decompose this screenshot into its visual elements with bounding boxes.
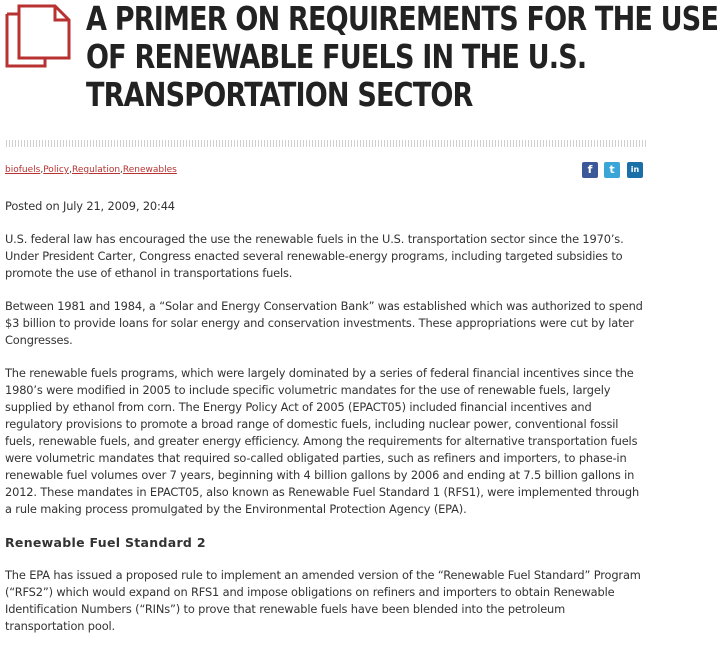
title-line: OF RENEWABLE FUELS IN THE U.S. [86,37,587,76]
paragraph: The renewable fuels programs, which were largely dominated by a series of federal financial incentives since the 1980’s were modified in 2005 to include specific volumetric mandates for the use of renewable fuels, largely supplied by ethanol from corn. The Energy Policy Act of 2005 (EPACT05) included financial incentives and regulatory provisions to promote a broad range of domestic fuels, including nuclear power, conventional fossil fuels, renewable fuels, and greater energy efficiency. Among the requirements for alternative transportation fuels were volumetric mandates that required so-called obligated parties, such as refiners and importers, to phase-in renewable fuel volumes over 7 years, beginning with 4 billion gallons by 2006 and ending at 7.5 billion gallons in 2012. These mandates in EPACT05, also known as Renewable Fuel Standard 1 (RFS1), were implemented through a rule making process promulgated by the Environmental Protection Agency (EPA). [5,366,640,516]
linkedin-icon[interactable]: in [627,162,643,178]
section-heading: Renewable Fuel Standard 2 [5,535,206,550]
page-title [86,0,718,114]
tag-link-biofuels[interactable]: biofuels [5,165,41,175]
title-line: TRANSPORTATION SECTOR [86,75,473,114]
tag-separator: , [40,165,44,175]
post-date: Posted on July 21, 2009, 20:44 [5,199,175,213]
paragraph: U.S. federal law has encouraged the use the renewable fuels in the U.S. transportation sector since the 1970’s. Under President Carter, Congress enacted several renewable-energy programs, including targeted subsidies to promote the use of ethanol in transportations fuels. [5,232,624,280]
tag-link-regulation[interactable]: Regulation [71,165,121,175]
header-divider [6,140,646,147]
article-body [5,198,645,651]
facebook-icon[interactable]: f [582,162,598,178]
tag-separator: , [120,165,123,175]
paragraph: Between 1981 and 1984, a “Solar and Energy Conservation Bank” was established which was authorized to spend $3 billion to provide loans for solar energy and conservation investments. These appropriations were cut by later Congresses. [5,299,643,347]
tag-list [5,164,177,176]
paragraph: The EPA has issued a proposed rule to implement an amended version of the “Renewable Fuel Standard” Program (“RFS2”) which would expand on RFS1 and impose obligations on refiners and importers to obtain Renewable Identification Numbers (“RINs”) to prove that renewable fuels have been blended into the petroleum transportation pool. [5,568,641,633]
twitter-icon[interactable]: t [604,162,620,178]
article-header [0,0,718,140]
title-line: A PRIMER ON REQUIREMENTS FOR THE USE [86,0,718,38]
tag-separator: , [69,165,72,175]
tag-link-renewables[interactable]: Renewables [122,165,177,175]
document-icon [5,4,71,68]
tag-link-policy[interactable]: Policy [43,165,70,175]
